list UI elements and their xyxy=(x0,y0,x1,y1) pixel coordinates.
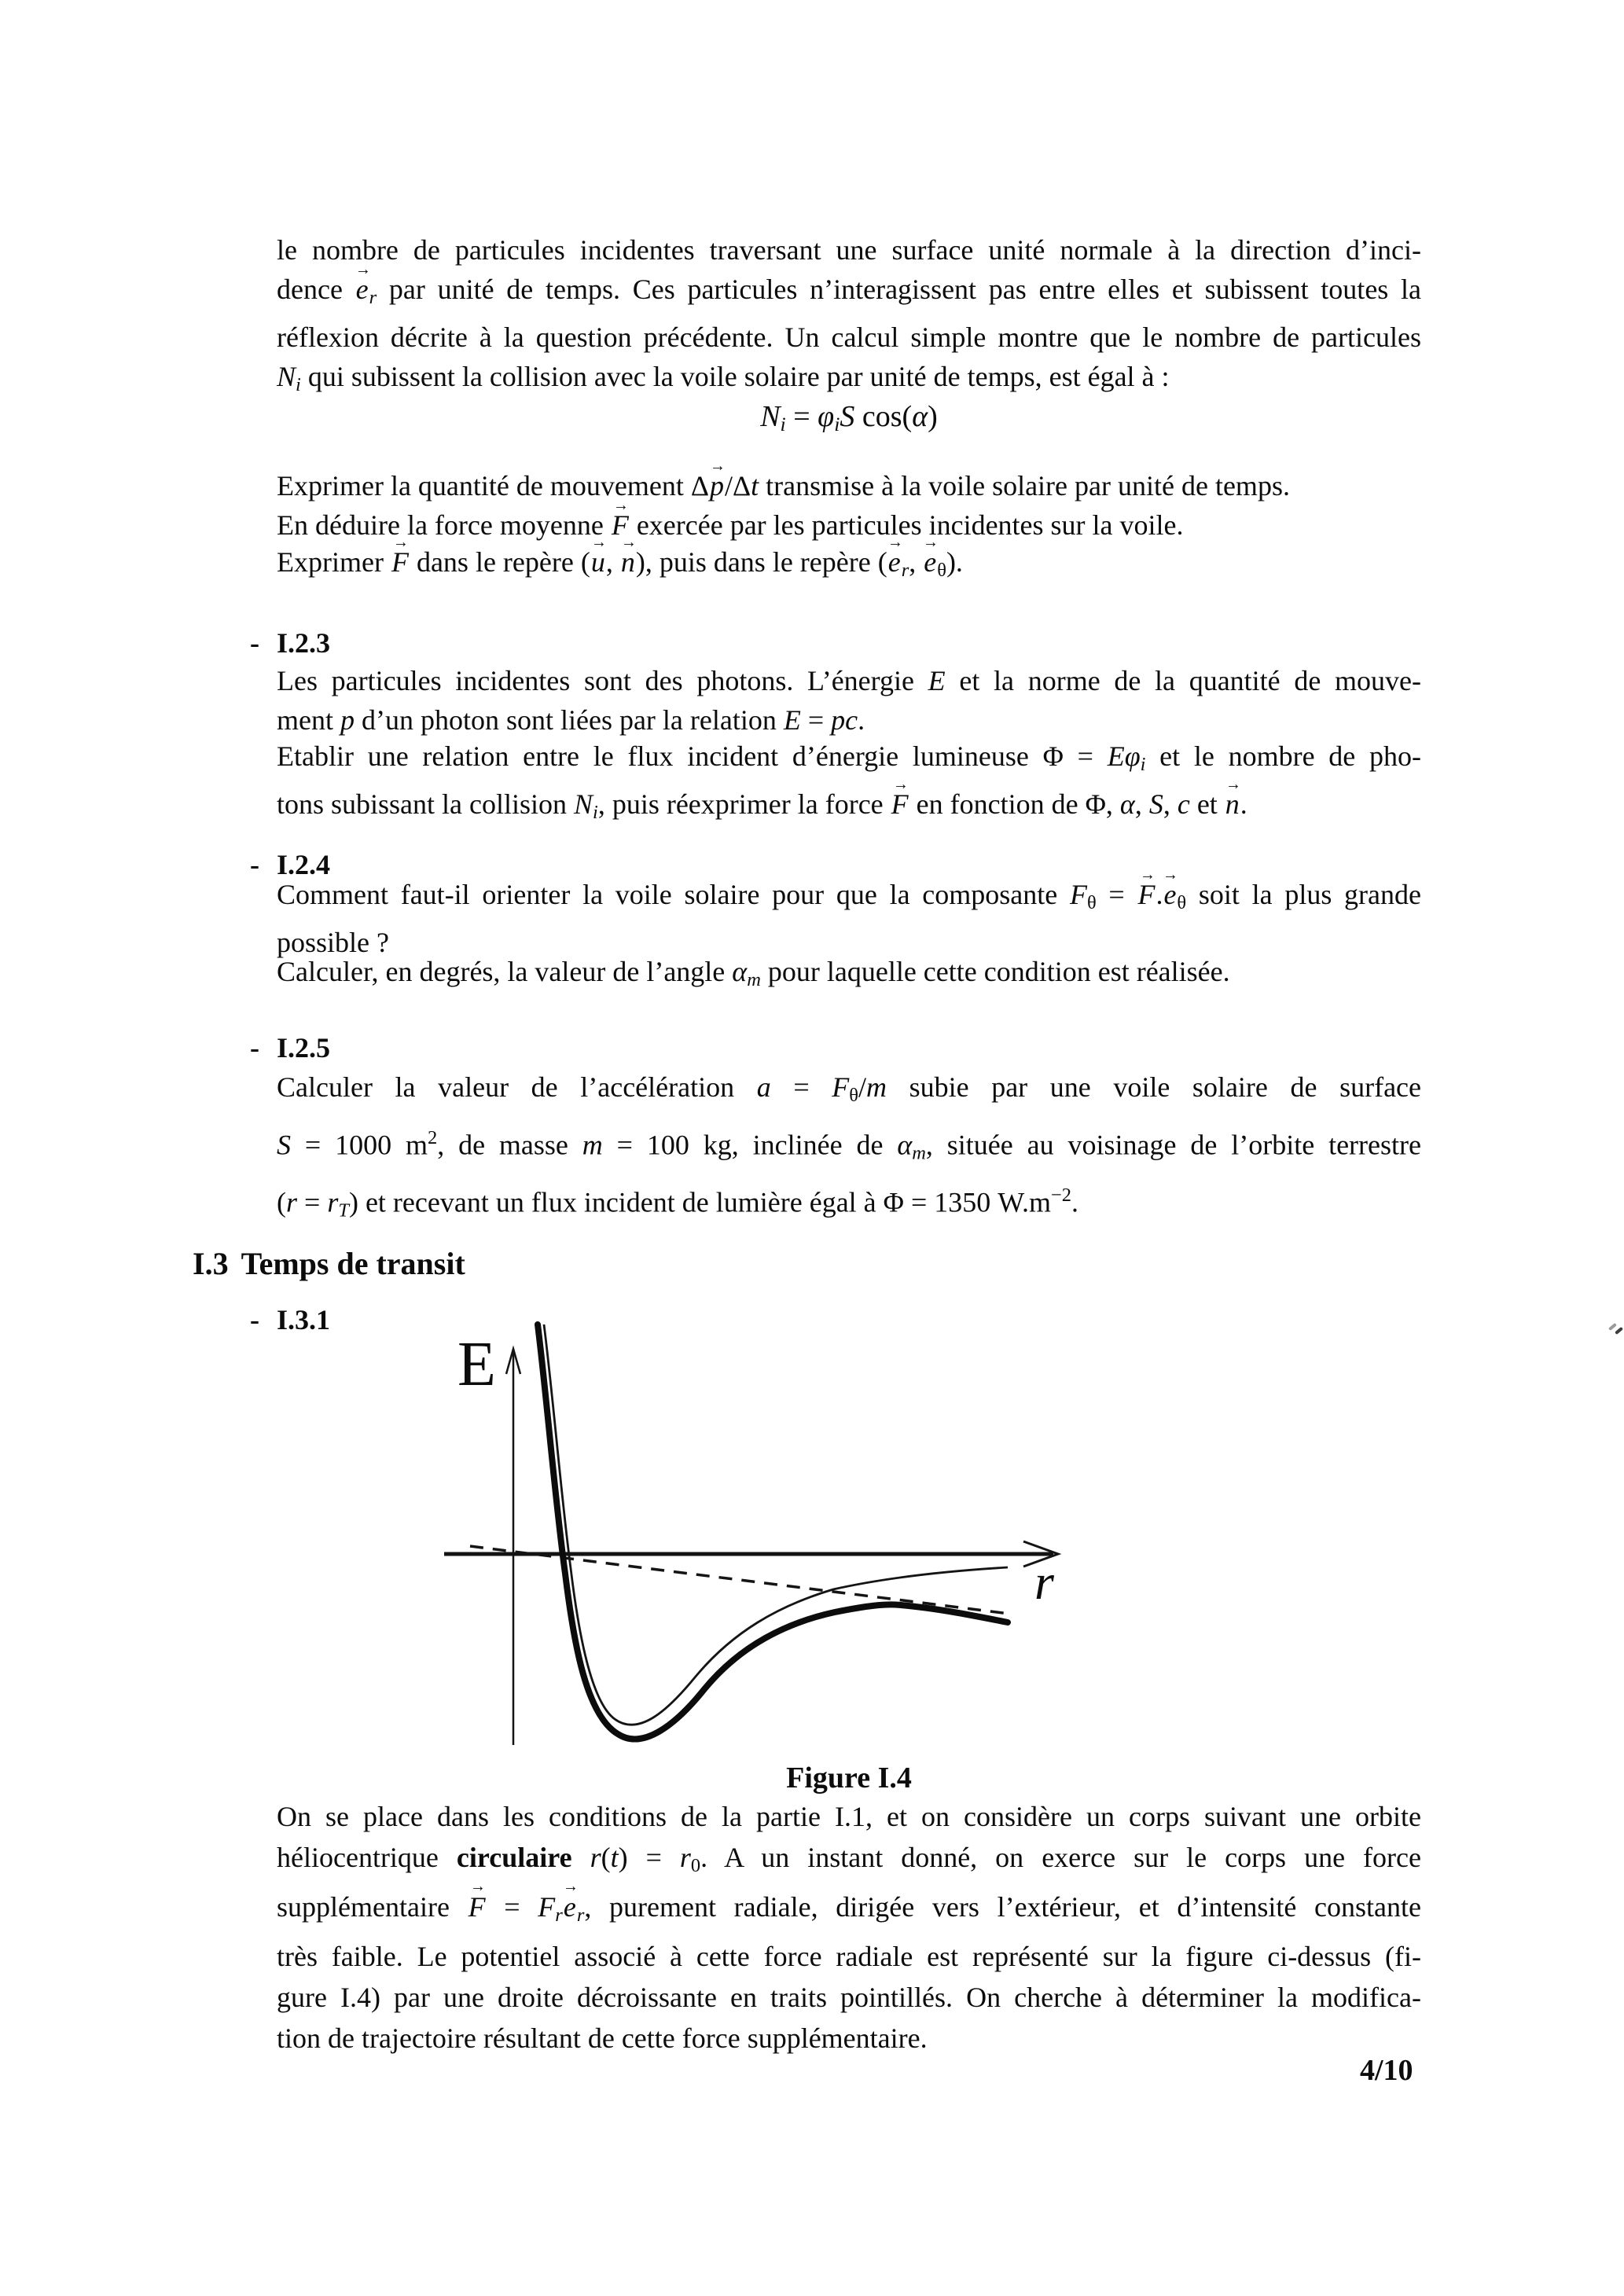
text-segment: i xyxy=(780,413,786,436)
text-segment: le nombre de particules incidentes traversant une surface unité normale à la direction d’inci- xyxy=(277,234,1421,266)
text-segment: Temps de transit xyxy=(241,1246,465,1281)
text-segment: réflexion décrite à la question précédente. Un calcul simple montre que le nombre de particules xyxy=(277,321,1421,353)
text-segment: e → xyxy=(355,270,369,309)
text-segment: , xyxy=(1163,788,1178,820)
text-line xyxy=(277,661,1421,700)
text-segment: , située au voisinage de l’orbite terrestre xyxy=(925,1129,1421,1161)
text-line xyxy=(277,1977,1421,2018)
paragraph-orientation-voile xyxy=(277,875,1421,962)
text-segment: par unité de temps. Ces particules n’interagissent pas entre elles et subissent toutes la xyxy=(377,274,1422,305)
text-line xyxy=(277,1174,1421,1232)
text-segment: F xyxy=(1069,879,1087,910)
text-segment: , xyxy=(1134,788,1149,820)
text-segment: E xyxy=(928,665,946,696)
y-axis-label: E xyxy=(457,1330,496,1399)
text-segment: I.3 xyxy=(193,1246,229,1281)
text-segment: n → xyxy=(620,542,636,582)
text-segment: - xyxy=(250,849,259,880)
text-segment: . xyxy=(858,704,865,736)
text-line xyxy=(277,397,1421,444)
text-segment: i xyxy=(834,413,840,436)
text-segment: i xyxy=(1140,753,1146,775)
text-segment: = xyxy=(1096,879,1137,910)
text-segment: θ xyxy=(849,1084,858,1106)
text-segment: = xyxy=(297,1186,328,1218)
text-segment: F → xyxy=(891,784,909,824)
text-segment: supplémentaire xyxy=(277,1890,468,1923)
text-segment: Les particules incidentes sont des photons. L’énergie xyxy=(277,665,928,696)
text-segment: = 1000 m xyxy=(291,1129,428,1161)
text-line xyxy=(277,2018,1421,2059)
text-segment: E xyxy=(1107,740,1125,772)
heading-section-i25 xyxy=(250,1028,722,1067)
text-segment: I.2.5 xyxy=(277,1032,331,1064)
text-segment: qui subissent la collision avec la voile solaire par unité de temps, est égal à : xyxy=(300,360,1170,392)
text-segment: α xyxy=(732,956,748,987)
paragraph-calculer-angle xyxy=(277,952,1421,1000)
text-segment: pour laquelle cette condition est réalisée. xyxy=(760,956,1230,987)
text-segment: α xyxy=(897,1129,913,1161)
text-segment: - xyxy=(250,1304,259,1335)
text-segment: u → xyxy=(590,542,606,582)
text-segment: m xyxy=(866,1071,887,1103)
text-segment: ). xyxy=(946,546,963,578)
text-segment: ment xyxy=(277,704,340,736)
text-segment: p xyxy=(340,704,355,736)
figure-caption: Figure I.4 xyxy=(786,1761,912,1795)
text-segment: a xyxy=(756,1071,771,1103)
text-segment: p → xyxy=(709,466,725,505)
paragraph-etablir-relation xyxy=(277,737,1421,832)
text-line xyxy=(250,623,722,663)
text-segment: ), puis dans le repère ( xyxy=(635,546,887,578)
text-segment: - xyxy=(250,1032,259,1064)
text-segment: T xyxy=(338,1199,349,1221)
text-line xyxy=(277,1796,1421,1837)
equation-ni xyxy=(277,397,1421,444)
text-line xyxy=(277,784,1421,832)
text-segment: t xyxy=(751,470,759,501)
text-segment: circulaire xyxy=(456,1842,572,1873)
text-line xyxy=(277,1117,1421,1174)
text-segment: , purement radiale, dirigée vers l’extérieur, et d’intensité constante xyxy=(584,1890,1421,1923)
text-segment: e → xyxy=(923,542,937,582)
text-segment: r xyxy=(555,1904,563,1926)
text-segment: 0 xyxy=(690,1854,701,1876)
text-line xyxy=(277,1886,1421,1936)
text-segment: r xyxy=(901,559,909,581)
text-segment: , xyxy=(909,546,924,578)
text-line xyxy=(277,542,1421,590)
text-segment: possible ? xyxy=(277,926,389,958)
text-segment: exercée par les particules incidentes sur la voile. xyxy=(629,509,1184,541)
thin-potential-curve xyxy=(544,1324,1008,1725)
text-segment: , de masse xyxy=(437,1129,582,1161)
text-segment: ) = xyxy=(618,1842,680,1873)
text-line xyxy=(277,1837,1421,1886)
text-segment: . xyxy=(1071,1186,1078,1218)
text-segment: . A un instant donné, on exerce sur le corps une force xyxy=(700,1842,1421,1873)
text-segment: r xyxy=(590,1842,601,1873)
text-segment: n → xyxy=(1225,784,1240,824)
text-segment: m xyxy=(912,1142,926,1164)
paragraph-conclusion xyxy=(277,1796,1421,2059)
text-segment: S xyxy=(1148,788,1163,820)
text-segment: I.3.1 xyxy=(277,1304,331,1335)
text-segment: r xyxy=(327,1186,339,1218)
text-segment: ) et recevant un flux incident de lumière égal à Φ = 1350 W.m xyxy=(348,1186,1051,1218)
text-segment: et la norme de la quantité de mouve- xyxy=(945,665,1421,696)
text-segment: Calculer, en degrés, la valeur de l’angle xyxy=(277,956,733,987)
text-segment: en fonction de Φ, xyxy=(909,788,1120,820)
text-line xyxy=(193,1244,821,1284)
text-segment: et xyxy=(1189,788,1225,820)
text-segment: très faible. Le potentiel associé à cette force radiale est représenté sur la figure ci-dessus (fi- xyxy=(277,1940,1421,1972)
text-segment: e → xyxy=(887,542,902,582)
text-segment: - xyxy=(250,627,259,659)
text-segment: Calculer la valeur de l’accélération xyxy=(277,1071,757,1103)
paragraph-photons xyxy=(277,661,1421,740)
text-segment: N xyxy=(574,788,593,820)
text-segment: ( xyxy=(601,1842,611,1873)
text-segment: θ xyxy=(937,559,946,581)
paragraph-exprimer-repere xyxy=(277,542,1421,590)
text-line xyxy=(277,505,1421,545)
text-segment: = xyxy=(770,1071,832,1103)
text-segment: ) xyxy=(928,400,938,433)
text-segment: i xyxy=(593,801,598,823)
text-segment: et le nombre de pho- xyxy=(1145,740,1421,772)
text-segment: transmise à la voile solaire par unité de temps. xyxy=(759,470,1290,501)
text-line xyxy=(277,1936,1421,1977)
text-segment: F → xyxy=(468,1886,487,1927)
text-segment: r xyxy=(679,1842,691,1873)
heading-section-i23 xyxy=(250,623,722,663)
text-segment: , puis réexprimer la force xyxy=(597,788,891,820)
text-segment: F xyxy=(538,1890,556,1923)
text-segment: F → xyxy=(611,505,630,545)
text-segment: soit la plus grande xyxy=(1186,879,1421,910)
text-segment: e → xyxy=(563,1886,577,1927)
paragraph-acceleration xyxy=(277,1066,1421,1232)
text-segment: e → xyxy=(1163,875,1177,914)
text-segment: F → xyxy=(1137,875,1156,914)
text-segment: En déduire la force moyenne xyxy=(277,509,611,541)
text-segment: d’un photon sont liées par la relation xyxy=(354,704,784,736)
text-segment: dans le repère ( xyxy=(409,546,590,578)
page-number: 4/10 xyxy=(1360,2054,1413,2087)
text-segment: N xyxy=(277,360,296,392)
text-segment: /Δ xyxy=(724,470,751,501)
text-line xyxy=(250,1028,722,1067)
paragraph-intro xyxy=(277,230,1421,405)
text-segment: Etablir une relation entre le flux incident d’énergie lumineuse Φ = xyxy=(277,740,1108,772)
text-segment: r xyxy=(286,1186,298,1218)
text-segment xyxy=(572,1842,590,1873)
text-line xyxy=(277,1066,1421,1117)
thick-potential-curve xyxy=(538,1324,1008,1739)
text-segment: On se place dans les conditions de la partie I.1, et on considère un corps suivant une orbite xyxy=(277,1801,1421,1832)
text-segment: S xyxy=(840,400,855,433)
text-segment: r xyxy=(576,1904,585,1926)
text-segment: , xyxy=(605,546,620,578)
text-segment: i xyxy=(296,373,301,395)
text-segment: = 100 kg, inclinée de xyxy=(602,1129,898,1161)
text-line xyxy=(277,700,1421,740)
text-segment: α xyxy=(1119,788,1135,820)
text-segment: θ xyxy=(1177,891,1187,913)
text-segment: héliocentrique xyxy=(277,1842,457,1873)
text-segment: Exprimer xyxy=(277,546,391,578)
paragraph-en-deduire-force xyxy=(277,505,1421,545)
text-segment: F → xyxy=(391,542,410,582)
text-segment: = xyxy=(486,1890,538,1923)
text-segment: φ xyxy=(818,400,835,433)
text-segment: ( xyxy=(277,1186,286,1218)
text-line xyxy=(277,737,1421,784)
text-segment: t xyxy=(610,1842,619,1873)
paragraph-exprimer-quantite xyxy=(277,466,1421,505)
text-segment: tion de trajectoire résultant de cette force supplémentaire. xyxy=(277,2022,928,2054)
text-segment: gure I.4) par une droite décroissante en traits pointillés. On cherche à déterminer la modifica- xyxy=(277,1981,1421,2013)
text-segment: tons subissant la collision xyxy=(277,788,574,820)
text-segment: = xyxy=(785,400,818,433)
text-segment: = xyxy=(800,704,832,736)
text-segment: p xyxy=(831,704,846,736)
text-segment: dence xyxy=(277,274,355,305)
text-segment: I.2.3 xyxy=(277,627,331,659)
text-line xyxy=(277,318,1421,357)
text-line xyxy=(277,952,1421,1000)
text-segment: S xyxy=(277,1129,291,1161)
text-segment: m xyxy=(582,1129,603,1161)
text-segment: α xyxy=(912,400,928,433)
text-segment: E xyxy=(783,704,801,736)
text-segment: . xyxy=(1156,879,1163,910)
text-segment: r xyxy=(369,286,377,308)
text-segment: φ xyxy=(1124,740,1141,772)
text-segment: I.2.4 xyxy=(277,849,331,880)
text-segment: . xyxy=(1240,788,1247,820)
dashed-declining-line xyxy=(470,1546,1009,1614)
text-segment: θ xyxy=(1086,891,1097,913)
figure-i4-plot xyxy=(424,1305,1085,1808)
text-segment: cos( xyxy=(854,400,913,433)
x-axis-label: r xyxy=(1034,1554,1054,1610)
text-segment: 2 xyxy=(427,1126,438,1148)
scan-artifact-mark xyxy=(1608,1323,1617,1331)
text-segment: c xyxy=(845,704,858,736)
text-segment: −2 xyxy=(1050,1185,1071,1207)
text-line xyxy=(277,230,1421,270)
text-segment: subie par une voile solaire de surface xyxy=(887,1071,1422,1103)
text-line xyxy=(277,270,1421,318)
text-segment: F xyxy=(832,1071,850,1103)
text-line xyxy=(277,466,1421,505)
text-segment: Exprimer la quantité de mouvement Δ xyxy=(277,470,709,501)
text-segment: m xyxy=(747,968,761,990)
text-segment: / xyxy=(858,1071,866,1103)
heading-section-i3 xyxy=(193,1244,821,1284)
text-segment: c xyxy=(1177,788,1190,820)
text-segment: Comment faut-il orienter la voile solaire pour que la composante xyxy=(277,879,1070,910)
text-line xyxy=(277,875,1421,923)
text-segment: N xyxy=(760,400,781,433)
